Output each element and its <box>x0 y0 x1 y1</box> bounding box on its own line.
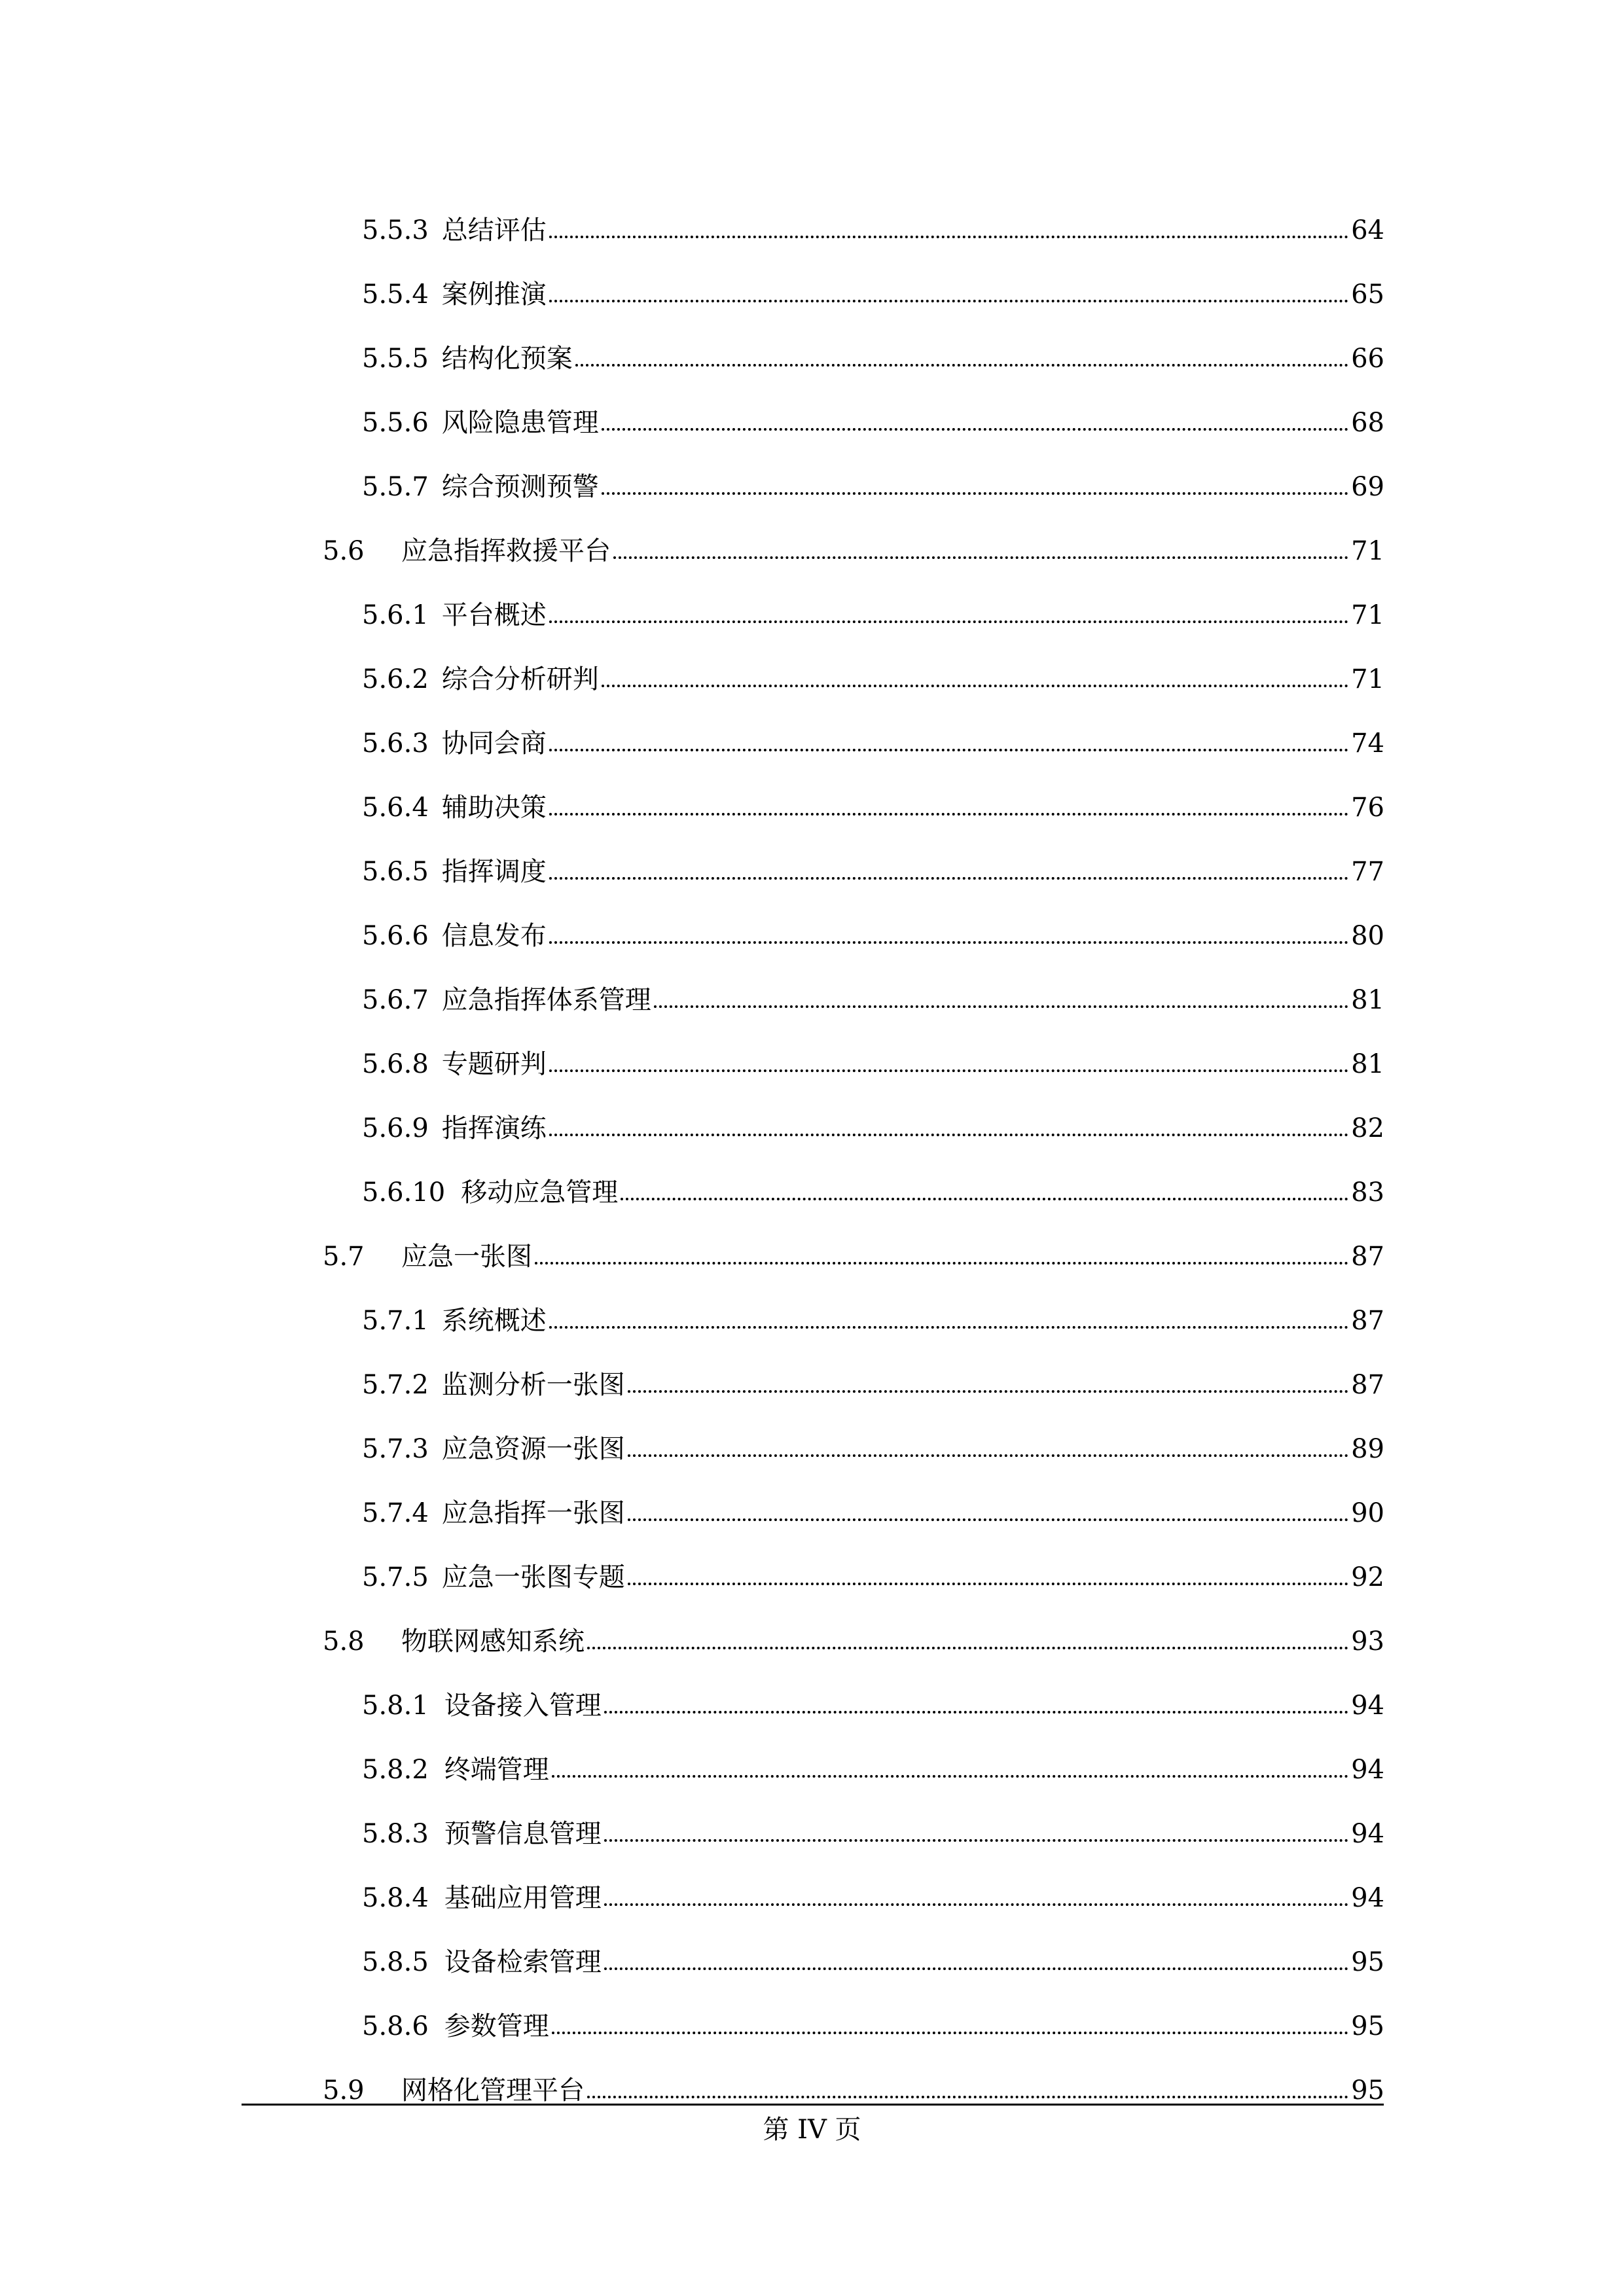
toc-entry-page: 71 <box>1351 600 1384 630</box>
dot-leader <box>604 1821 1348 1847</box>
toc-entry-page: 94 <box>1351 1883 1384 1913</box>
toc-entry-page: 81 <box>1351 1049 1384 1079</box>
toc-entry-page: 89 <box>1351 1434 1384 1464</box>
toc-entry-title: 案例推演 <box>441 279 547 310</box>
toc-entry[interactable] <box>362 660 1384 699</box>
toc-entry-number: 5.6.6 <box>362 921 429 951</box>
toc-entry[interactable] <box>323 1237 1384 1276</box>
toc-entry-number: 5.6.7 <box>362 985 429 1015</box>
toc-entry-number: 5.6.1 <box>362 600 429 630</box>
toc-entry-number: 5.8.3 <box>362 1819 429 1849</box>
toc-entry-page: 77 <box>1351 857 1384 887</box>
toc-entry-page: 95 <box>1351 2075 1384 2106</box>
toc-entry[interactable] <box>362 1365 1384 1405</box>
toc-entry-title: 系统概述 <box>441 1306 547 1336</box>
toc-entry-number: 5.5.6 <box>362 408 429 438</box>
toc-entry-page: 80 <box>1351 921 1384 951</box>
toc-entry-title: 监测分析一张图 <box>441 1370 625 1400</box>
toc-entry-title: 指挥演练 <box>441 1113 547 1143</box>
toc-entry[interactable] <box>362 1943 1384 1982</box>
dot-leader <box>587 1628 1348 1655</box>
toc-entry[interactable] <box>362 1686 1384 1725</box>
toc-entry-page: 95 <box>1351 2011 1384 2041</box>
dot-leader <box>602 410 1348 436</box>
toc-entry-page: 87 <box>1351 1370 1384 1400</box>
toc-entry-number: 5.7.4 <box>362 1498 429 1528</box>
toc-entry-number: 5.5.3 <box>362 215 429 245</box>
toc-entry-number: 5.6.5 <box>362 857 429 887</box>
toc-entry-title: 网格化管理平台 <box>401 2075 585 2106</box>
toc-entry-number: 5.9 <box>323 2075 365 2106</box>
dot-leader <box>621 1179 1348 1206</box>
toc-entry-title: 应急指挥体系管理 <box>441 985 651 1015</box>
toc-entry-page: 68 <box>1351 408 1384 438</box>
dot-leader <box>587 2077 1348 2104</box>
toc-entry[interactable] <box>362 596 1384 635</box>
toc-entry-title: 结构化预案 <box>441 344 573 374</box>
toc-entry-page: 66 <box>1351 344 1384 374</box>
toc-entry-page: 64 <box>1351 215 1384 245</box>
dot-leader <box>549 730 1348 757</box>
toc-entry-page: 92 <box>1351 1562 1384 1592</box>
toc-entry-title: 设备接入管理 <box>444 1691 602 1721</box>
toc-entry-number: 5.7.3 <box>362 1434 429 1464</box>
toc-entry[interactable] <box>323 531 1384 571</box>
toc-entry[interactable] <box>362 852 1384 891</box>
toc-entry-title: 应急指挥救援平台 <box>401 536 611 566</box>
dot-leader <box>654 987 1348 1013</box>
toc-entry-title: 参数管理 <box>444 2011 549 2041</box>
toc-entry-number: 5.8.2 <box>362 1755 429 1785</box>
toc-entry-title: 终端管理 <box>444 1755 549 1785</box>
toc-entry[interactable] <box>362 1301 1384 1340</box>
page-number-footer: 第 IV 页 <box>763 2115 861 2145</box>
toc-entry-number: 5.8.4 <box>362 1883 429 1913</box>
toc-entry-title: 物联网感知系统 <box>401 1626 585 1657</box>
toc-entry[interactable] <box>362 1750 1384 1789</box>
toc-entry[interactable] <box>362 1558 1384 1597</box>
dot-leader <box>602 666 1348 692</box>
dot-leader <box>613 538 1348 564</box>
toc-entry-number: 5.7.5 <box>362 1562 429 1592</box>
toc-entry-title: 应急资源一张图 <box>441 1434 625 1464</box>
toc-entry-number: 5.6.9 <box>362 1113 429 1143</box>
toc-entry-title: 应急指挥一张图 <box>441 1498 625 1528</box>
dot-leader <box>628 1436 1348 1462</box>
toc-entry[interactable] <box>362 403 1384 442</box>
toc-entry[interactable] <box>362 1429 1384 1469</box>
toc-entry[interactable] <box>362 467 1384 507</box>
toc-entry[interactable] <box>362 339 1384 378</box>
toc-entry-page: 74 <box>1351 728 1384 759</box>
dot-leader <box>549 795 1348 821</box>
toc-entry[interactable] <box>362 2007 1384 2046</box>
toc-entry-page: 87 <box>1351 1242 1384 1272</box>
dot-leader <box>549 217 1348 243</box>
toc-entry-title: 基础应用管理 <box>444 1883 602 1913</box>
toc-entry[interactable] <box>362 211 1384 250</box>
toc-entry-number: 5.7 <box>323 1242 365 1272</box>
toc-entry-page: 71 <box>1351 536 1384 566</box>
toc-entry-number: 5.5.4 <box>362 279 429 310</box>
toc-entry-page: 69 <box>1351 472 1384 502</box>
toc-entry[interactable] <box>323 1622 1384 1661</box>
toc-entry-number: 5.5.7 <box>362 472 429 502</box>
dot-leader <box>549 1115 1348 1141</box>
toc-entry-page: 95 <box>1351 1947 1384 1977</box>
toc-entry-number: 5.6 <box>323 536 365 566</box>
dot-leader <box>549 923 1348 949</box>
toc-entry-page: 82 <box>1351 1113 1384 1143</box>
toc-entry-number: 5.5.5 <box>362 344 429 374</box>
toc-entry[interactable] <box>362 1173 1384 1212</box>
toc-entry-number: 5.6.4 <box>362 793 429 823</box>
toc-entry[interactable] <box>362 916 1384 956</box>
dot-leader <box>604 1885 1348 1911</box>
dot-leader <box>552 2013 1348 2039</box>
toc-entry[interactable] <box>362 980 1384 1020</box>
toc-entry-number: 5.8.1 <box>362 1691 429 1721</box>
dot-leader <box>535 1244 1348 1270</box>
toc-entry[interactable] <box>362 1494 1384 1533</box>
toc-entry-number: 5.8.5 <box>362 1947 429 1977</box>
toc-entry-number: 5.8 <box>323 1626 365 1657</box>
toc-entry-page: 81 <box>1351 985 1384 1015</box>
toc-entry-title: 综合分析研判 <box>441 664 599 694</box>
dot-leader <box>549 859 1348 885</box>
dot-leader <box>604 1949 1348 1975</box>
toc-entry-title: 移动应急管理 <box>461 1177 619 1208</box>
dot-leader <box>604 1693 1348 1719</box>
toc-entry-page: 94 <box>1351 1819 1384 1849</box>
dot-leader <box>549 1308 1348 1334</box>
toc-entry-title: 应急一张图 <box>401 1242 532 1272</box>
toc-entry-page: 87 <box>1351 1306 1384 1336</box>
toc-entry-title: 辅助决策 <box>441 793 547 823</box>
dot-leader <box>628 1500 1348 1526</box>
dot-leader <box>552 1757 1348 1783</box>
toc-entry-number: 5.6.8 <box>362 1049 429 1079</box>
toc-entry-title: 预警信息管理 <box>444 1819 602 1849</box>
toc-entry-number: 5.7.1 <box>362 1306 429 1336</box>
dot-leader <box>628 1564 1348 1590</box>
toc-entry-title: 平台概述 <box>441 600 547 630</box>
toc-entry-page: 94 <box>1351 1755 1384 1785</box>
toc-entry[interactable] <box>362 1045 1384 1084</box>
toc-entry-title: 总结评估 <box>441 215 547 245</box>
toc-entry-number: 5.8.6 <box>362 2011 429 2041</box>
toc-entry-title: 综合预测预警 <box>441 472 599 502</box>
dot-leader <box>628 1372 1348 1398</box>
toc-entry[interactable] <box>362 788 1384 827</box>
toc-entry[interactable] <box>362 724 1384 763</box>
toc-entry-page: 90 <box>1351 1498 1384 1528</box>
toc-entry-title: 指挥调度 <box>441 857 547 887</box>
toc-entry-title: 风险隐患管理 <box>441 408 599 438</box>
toc-entry-number: 5.6.10 <box>362 1177 446 1208</box>
toc-entry-page: 76 <box>1351 793 1384 823</box>
toc-entry-number: 5.6.2 <box>362 664 429 694</box>
toc-entry-page: 93 <box>1351 1626 1384 1657</box>
toc-entry[interactable] <box>362 1878 1384 1918</box>
toc-entry-title: 应急一张图专题 <box>441 1562 625 1592</box>
toc-entry-page: 83 <box>1351 1177 1384 1208</box>
dot-leader <box>602 474 1348 500</box>
dot-leader <box>549 281 1348 308</box>
toc-entry-page: 65 <box>1351 279 1384 310</box>
toc-entry-title: 信息发布 <box>441 921 547 951</box>
toc-entry-title: 专题研判 <box>441 1049 547 1079</box>
toc-entry-number: 5.7.2 <box>362 1370 429 1400</box>
footer-divider <box>242 2104 1384 2106</box>
dot-leader <box>549 602 1348 628</box>
toc-entry-page: 94 <box>1351 1691 1384 1721</box>
toc-entry[interactable] <box>362 275 1384 314</box>
toc-entry-page: 71 <box>1351 664 1384 694</box>
toc-entry-title: 设备检索管理 <box>444 1947 602 1977</box>
toc-entry-title: 协同会商 <box>441 728 547 759</box>
dot-leader <box>575 346 1348 372</box>
toc-entry[interactable] <box>362 1814 1384 1854</box>
toc-entry-number: 5.6.3 <box>362 728 429 759</box>
dot-leader <box>549 1051 1348 1077</box>
toc-entry[interactable] <box>362 1109 1384 1148</box>
